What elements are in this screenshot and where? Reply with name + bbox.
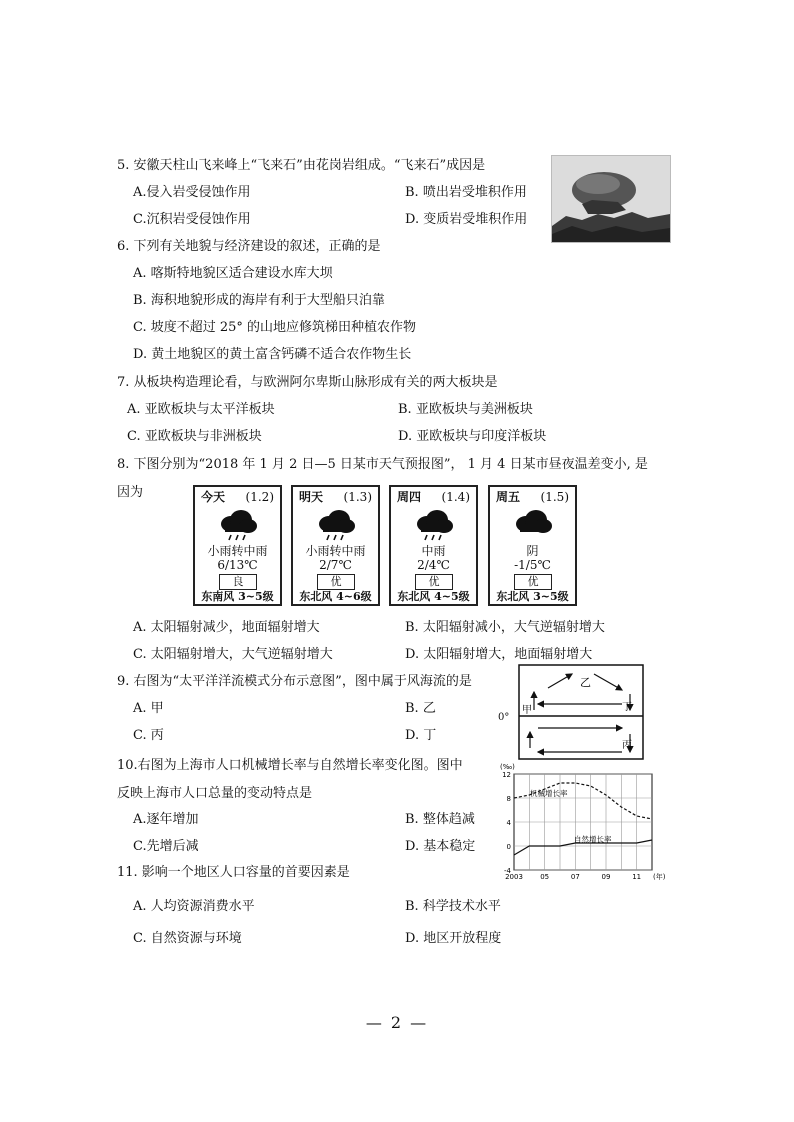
q9-option-b: B. 乙 bbox=[405, 701, 436, 716]
q8-option-c: C. 太阳辐射增大，大气逆辐射增大 bbox=[133, 647, 333, 662]
q9-option-c: C. 丙 bbox=[133, 728, 164, 743]
q7-option-c: C. 亚欧板块与非洲板块 bbox=[127, 429, 262, 444]
pacific-current-diagram bbox=[518, 664, 644, 760]
q7-option-b: B. 亚欧板块与美洲板块 bbox=[398, 402, 533, 417]
q5-stem: 5. 安徽天柱山飞来峰上“飞来石”由花岗岩组成。“飞来石”成因是 bbox=[117, 158, 486, 173]
q5-option-b: B. 喷出岩受堆积作用 bbox=[405, 185, 527, 200]
label-bing: 丙 bbox=[622, 740, 632, 751]
q8-option-b: B. 太阳辐射减小，大气逆辐射增大 bbox=[405, 620, 605, 635]
q9-stem: 9. 右图为“太平洋洋流模式分布示意图”，图中属于风海流的是 bbox=[117, 674, 472, 689]
x-tick-label: 05 bbox=[540, 873, 550, 881]
q6-stem: 6. 下列有关地貌与经济建设的叙述，正确的是 bbox=[117, 239, 381, 254]
forecast-temp: 2/7℃ bbox=[319, 558, 352, 572]
y-tick-label: -4 bbox=[504, 867, 511, 875]
rain-cloud-icon bbox=[413, 509, 455, 541]
q8-option-d: D. 太阳辐射增大，地面辐射增大 bbox=[405, 647, 593, 662]
q10-option-d: D. 基本稳定 bbox=[405, 839, 476, 854]
q7-option-a: A. 亚欧板块与太平洋板块 bbox=[127, 402, 275, 417]
q8-stem-cont: 因为 bbox=[117, 485, 144, 500]
y-axis-unit: (‰) bbox=[500, 763, 515, 771]
q10-stem-cont: 反映上海市人口总量的变动特点是 bbox=[117, 786, 313, 801]
q9-option-d: D. 丁 bbox=[405, 728, 437, 743]
q11-option-b: B. 科学技术水平 bbox=[405, 899, 501, 914]
forecast-day: 周四 bbox=[397, 490, 422, 504]
forecast-temp: 6/13℃ bbox=[217, 558, 258, 572]
forecast-header bbox=[195, 487, 280, 507]
page-number: — 2 — bbox=[365, 1013, 429, 1032]
q9-option-a: A. 甲 bbox=[133, 701, 164, 716]
q8-option-a: A. 太阳辐射减少，地面辐射增大 bbox=[133, 620, 320, 635]
forecast-desc: 小雨转中雨 bbox=[207, 544, 268, 558]
forecast-day: 明天 bbox=[299, 490, 324, 504]
q5-option-d: D. 变质岩受堆积作用 bbox=[405, 212, 528, 227]
equator-label: 0° bbox=[498, 712, 510, 723]
series-label-natural: 自然增长率 bbox=[574, 835, 612, 844]
q11-option-d: D. 地区开放程度 bbox=[405, 931, 502, 946]
forecast-card bbox=[488, 485, 577, 606]
forecast-air-quality: 良 bbox=[219, 574, 257, 590]
x-tick-label: 11 bbox=[632, 873, 642, 881]
label-ding: 丁 bbox=[622, 702, 632, 713]
forecast-temp: 2/4℃ bbox=[417, 558, 450, 572]
q10-option-c: C.先增后减 bbox=[133, 839, 199, 854]
forecast-desc: 中雨 bbox=[421, 544, 446, 558]
forecast-card bbox=[291, 485, 380, 606]
rain-cloud-icon bbox=[315, 509, 357, 541]
y-tick-label: 8 bbox=[506, 795, 511, 803]
forecast-date: (1.3) bbox=[343, 490, 372, 504]
forecast-header bbox=[490, 487, 575, 507]
q11-option-c: C. 自然资源与环境 bbox=[133, 931, 242, 946]
q5-option-c: C.沉积岩受侵蚀作用 bbox=[133, 212, 251, 227]
forecast-wind: 东北风 3~5级 bbox=[496, 590, 569, 603]
forecast-day: 周五 bbox=[496, 490, 521, 504]
forecast-wind: 东北风 4~6级 bbox=[299, 590, 372, 603]
forecast-wind: 东北风 4~5级 bbox=[397, 590, 470, 603]
forecast-date: (1.2) bbox=[245, 490, 274, 504]
rain-cloud-icon bbox=[217, 509, 259, 541]
forecast-day: 今天 bbox=[201, 490, 226, 504]
q6-option-c: C. 坡度不超过 25° 的山地应修筑梯田种植农作物 bbox=[133, 320, 417, 335]
forecast-header bbox=[391, 487, 476, 507]
y-tick-label: 12 bbox=[502, 771, 511, 779]
population-growth-chart bbox=[494, 760, 664, 884]
forecast-temp: -1/5℃ bbox=[514, 558, 551, 572]
q10-option-b: B. 整体趋减 bbox=[405, 812, 475, 827]
forecast-air-quality: 优 bbox=[415, 574, 453, 590]
x-axis-unit: (年) bbox=[653, 873, 666, 881]
q5-option-a: A.侵入岩受侵蚀作用 bbox=[133, 185, 251, 200]
feilaishi-rock-photo bbox=[551, 155, 671, 243]
q11-option-a: A. 人均资源消费水平 bbox=[133, 899, 255, 914]
q7-stem: 7. 从板块构造理论看，与欧洲阿尔卑斯山脉形成有关的两大板块是 bbox=[117, 375, 498, 390]
q8-stem: 8. 下图分别为“2018 年 1 月 2 日—5 日某市天气预报图”， 1 月 4 日某市昼夜温差变小, 是 bbox=[117, 457, 648, 472]
cloud-icon bbox=[512, 509, 554, 541]
y-tick-label: 0 bbox=[506, 843, 511, 851]
forecast-wind: 东南风 3~5级 bbox=[201, 590, 274, 603]
series-label-mechanical: 机械增长率 bbox=[530, 789, 568, 798]
q7-option-d: D. 亚欧板块与印度洋板块 bbox=[398, 429, 547, 444]
q6-option-a: A. 喀斯特地貌区适合建设水库大坝 bbox=[133, 266, 333, 281]
q10-stem: 10.右图为上海市人口机械增长率与自然增长率变化图。图中 bbox=[117, 758, 463, 773]
label-jia: 甲 bbox=[522, 705, 532, 716]
forecast-air-quality: 优 bbox=[514, 574, 552, 590]
forecast-card bbox=[193, 485, 282, 606]
y-tick-label: 4 bbox=[506, 819, 511, 827]
q6-option-d: D. 黄土地貌区的黄土富含钙磷不适合农作物生长 bbox=[133, 347, 412, 362]
forecast-card bbox=[389, 485, 478, 606]
forecast-desc: 阴 bbox=[526, 544, 539, 558]
q6-option-b: B. 海积地貌形成的海岸有利于大型船只泊靠 bbox=[133, 293, 385, 308]
forecast-air-quality: 优 bbox=[317, 574, 355, 590]
forecast-desc: 小雨转中雨 bbox=[305, 544, 366, 558]
x-tick-label: 07 bbox=[570, 873, 580, 881]
q10-option-a: A.逐年增加 bbox=[133, 812, 199, 827]
label-yi: 乙 bbox=[580, 676, 591, 689]
q11-stem: 11. 影响一个地区人口容量的首要因素是 bbox=[117, 865, 350, 880]
forecast-date: (1.5) bbox=[540, 490, 569, 504]
x-tick-label: 2003 bbox=[505, 873, 523, 881]
forecast-header bbox=[293, 487, 378, 507]
x-tick-label: 09 bbox=[601, 873, 611, 881]
forecast-date: (1.4) bbox=[441, 490, 470, 504]
